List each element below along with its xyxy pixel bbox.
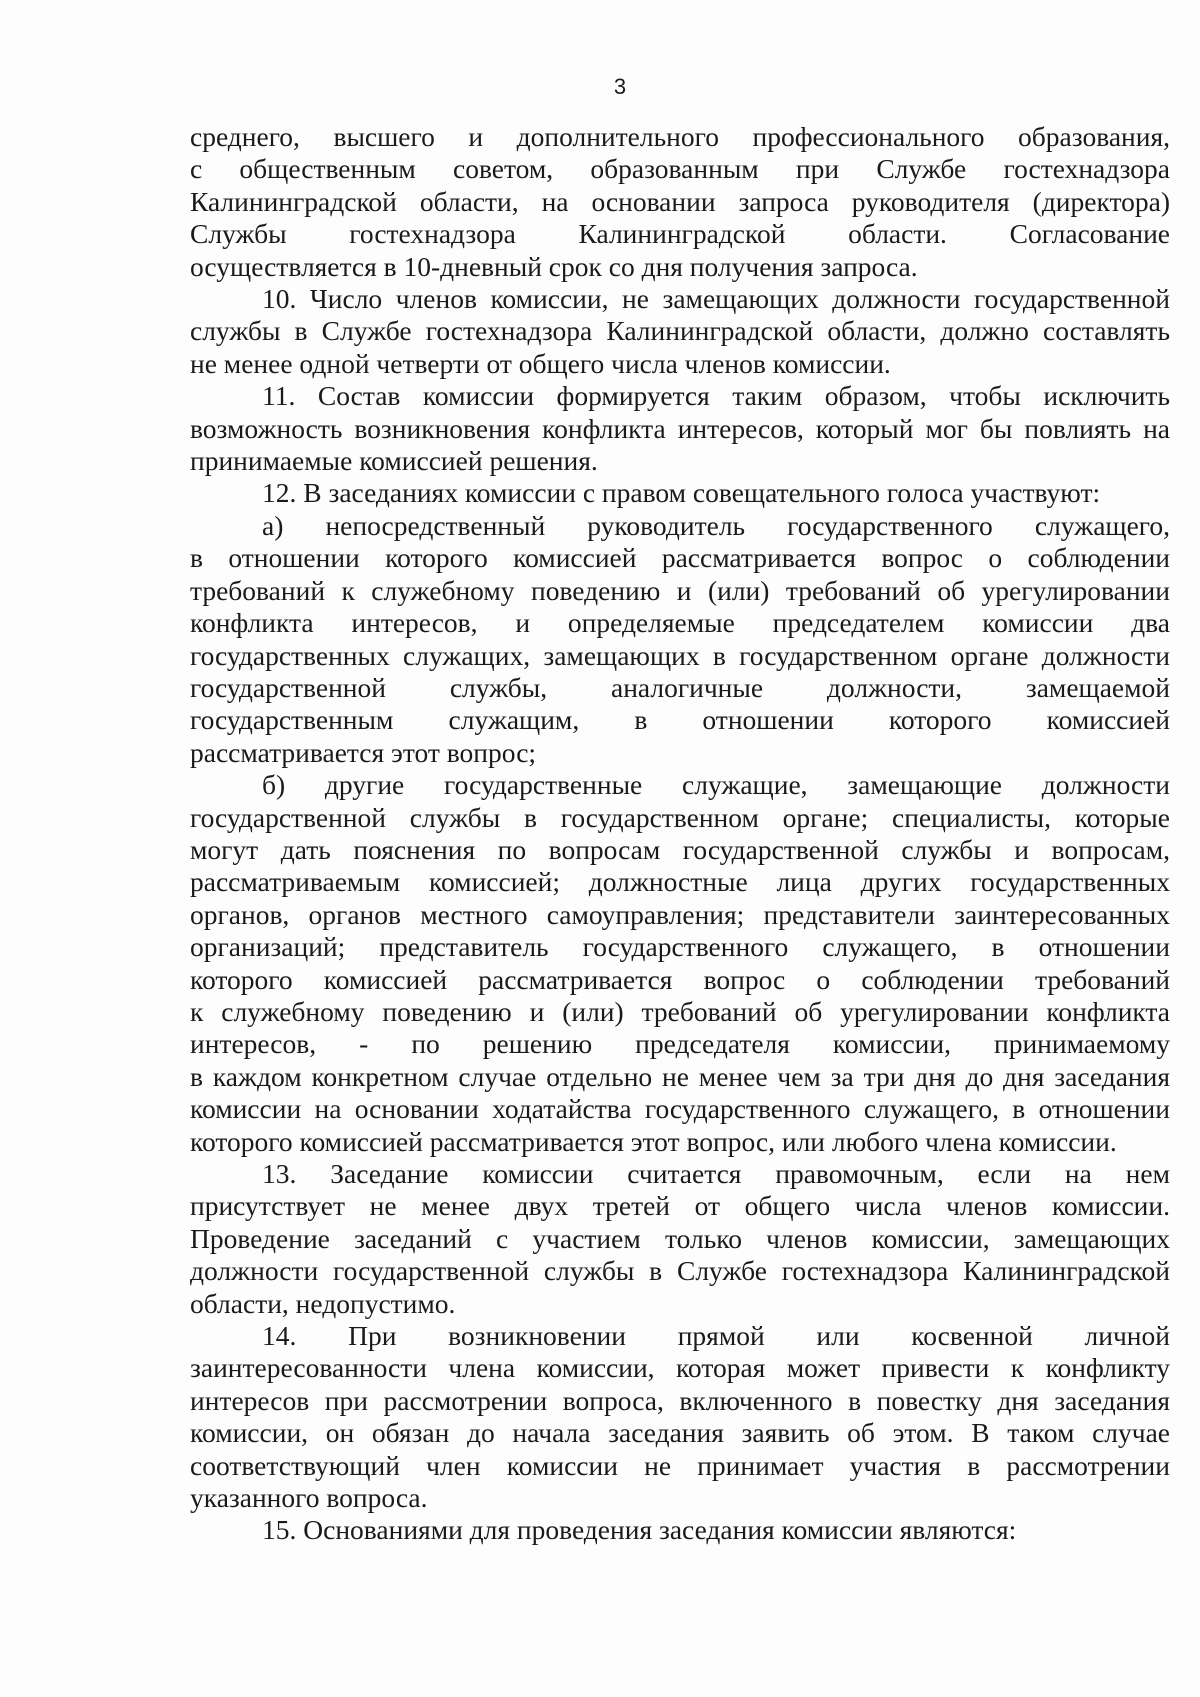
text-line: Калининградской области, на основании запроса руководителя (директора) — [190, 185, 1170, 217]
text-line: возможность возникновения конфликта интересов, который мог бы повлиять на — [190, 412, 1170, 444]
text-line: государственным служащим, в отношении которого комиссией — [190, 704, 1170, 736]
text-line: принимаемые комиссией решения. — [190, 445, 598, 477]
text-line: интересов, - по решению председателя комиссии, принимаемому — [190, 1028, 1170, 1060]
text-line: комиссии, он обязан до начала заседания заявить об этом. В таком случае — [190, 1417, 1170, 1449]
text-line: 14. При возникновении прямой или косвенной личной — [262, 1320, 1170, 1352]
page-number: 3 — [613, 74, 627, 99]
text-line: присутствует не менее двух третей от общего числа членов комиссии. — [190, 1190, 1170, 1222]
text-line: интересов при рассмотрении вопроса, включенного в повестку дня заседания — [190, 1384, 1170, 1416]
text-line: должности государственной службы в Службе гостехнадзора Калининградской — [190, 1255, 1170, 1287]
text-line: а) непосредственный руководитель государственного служащего, — [262, 509, 1170, 541]
text-line: среднего, высшего и дополнительного профессионального образования, — [190, 121, 1170, 152]
text-line: государственных служащих, замещающих в государственном органе должности — [190, 639, 1170, 671]
text-line: могут дать пояснения по вопросам государственной службы и вопросам, — [190, 833, 1170, 865]
text-line: в каждом конкретном случае отдельно не менее чем за три дня до дня заседания — [190, 1060, 1170, 1092]
text-line: осуществляется в 10-дневный срок со дня получения запроса. — [190, 250, 918, 282]
text-line: государственной службы, аналогичные должности, замещаемой — [190, 671, 1170, 703]
text-line: органов, органов местного самоуправления; представители заинтересованных — [190, 898, 1170, 930]
text-line: рассматриваемым комиссией; должностные лица других государственных — [190, 866, 1170, 898]
text-line: государственной службы в государственном органе; специалисты, которые — [190, 801, 1170, 833]
text-line: области, недопустимо. — [190, 1287, 456, 1319]
document-body — [190, 121, 1170, 1547]
text-line: комиссии на основании ходатайства государственного служащего, в отношении — [190, 1093, 1170, 1125]
text-line: 12. В заседаниях комиссии с правом совещательного голоса участвуют: — [262, 477, 1101, 509]
text-line: организаций; представитель государственного служащего, в отношении — [190, 931, 1170, 963]
text-line: требований к служебному поведению и (или) требований об урегулировании — [190, 574, 1170, 606]
text-line: соответствующий член комиссии не принимает участия в рассмотрении — [190, 1449, 1170, 1481]
text-line: в отношении которого комиссией рассматривается вопрос о соблюдении — [190, 542, 1170, 574]
text-line: 10. Число членов комиссии, не замещающих должности государственной — [262, 283, 1170, 315]
text-line: которого комиссией рассматривается вопрос о соблюдении требований — [190, 963, 1170, 995]
text-line: Службы гостехнадзора Калининградской области. Согласование — [190, 218, 1170, 250]
text-line: б) другие государственные служащие, замещающие должности — [262, 769, 1170, 801]
text-line: 15. Основаниями для проведения заседания комиссии являются: — [262, 1514, 1017, 1546]
text-line: к служебному поведению и (или) требований об урегулировании конфликта — [190, 995, 1170, 1027]
text-line: Проведение заседаний с участием только членов комиссии, замещающих — [190, 1222, 1170, 1254]
text-line: рассматривается этот вопрос; — [190, 736, 537, 768]
text-line: 11. Состав комиссии формируется таким образом, чтобы исключить — [262, 380, 1170, 412]
text-line: с общественным советом, образованным при Службе гостехнадзора — [190, 153, 1170, 185]
text-line: которого комиссией рассматривается этот вопрос, или любого члена комиссии. — [190, 1125, 1117, 1157]
text-line: конфликта интересов, и определяемые председателем комиссии два — [190, 607, 1170, 639]
text-line: указанного вопроса. — [190, 1482, 428, 1514]
text-line: заинтересованности члена комиссии, которая может привести к конфликту — [190, 1352, 1170, 1384]
text-line: 13. Заседание комиссии считается правомочным, если на нем — [262, 1158, 1170, 1189]
text-line: не менее одной четверти от общего числа членов комиссии. — [190, 347, 891, 379]
text-line: службы в Службе гостехнадзора Калининградской области, должно составлять — [190, 315, 1170, 347]
